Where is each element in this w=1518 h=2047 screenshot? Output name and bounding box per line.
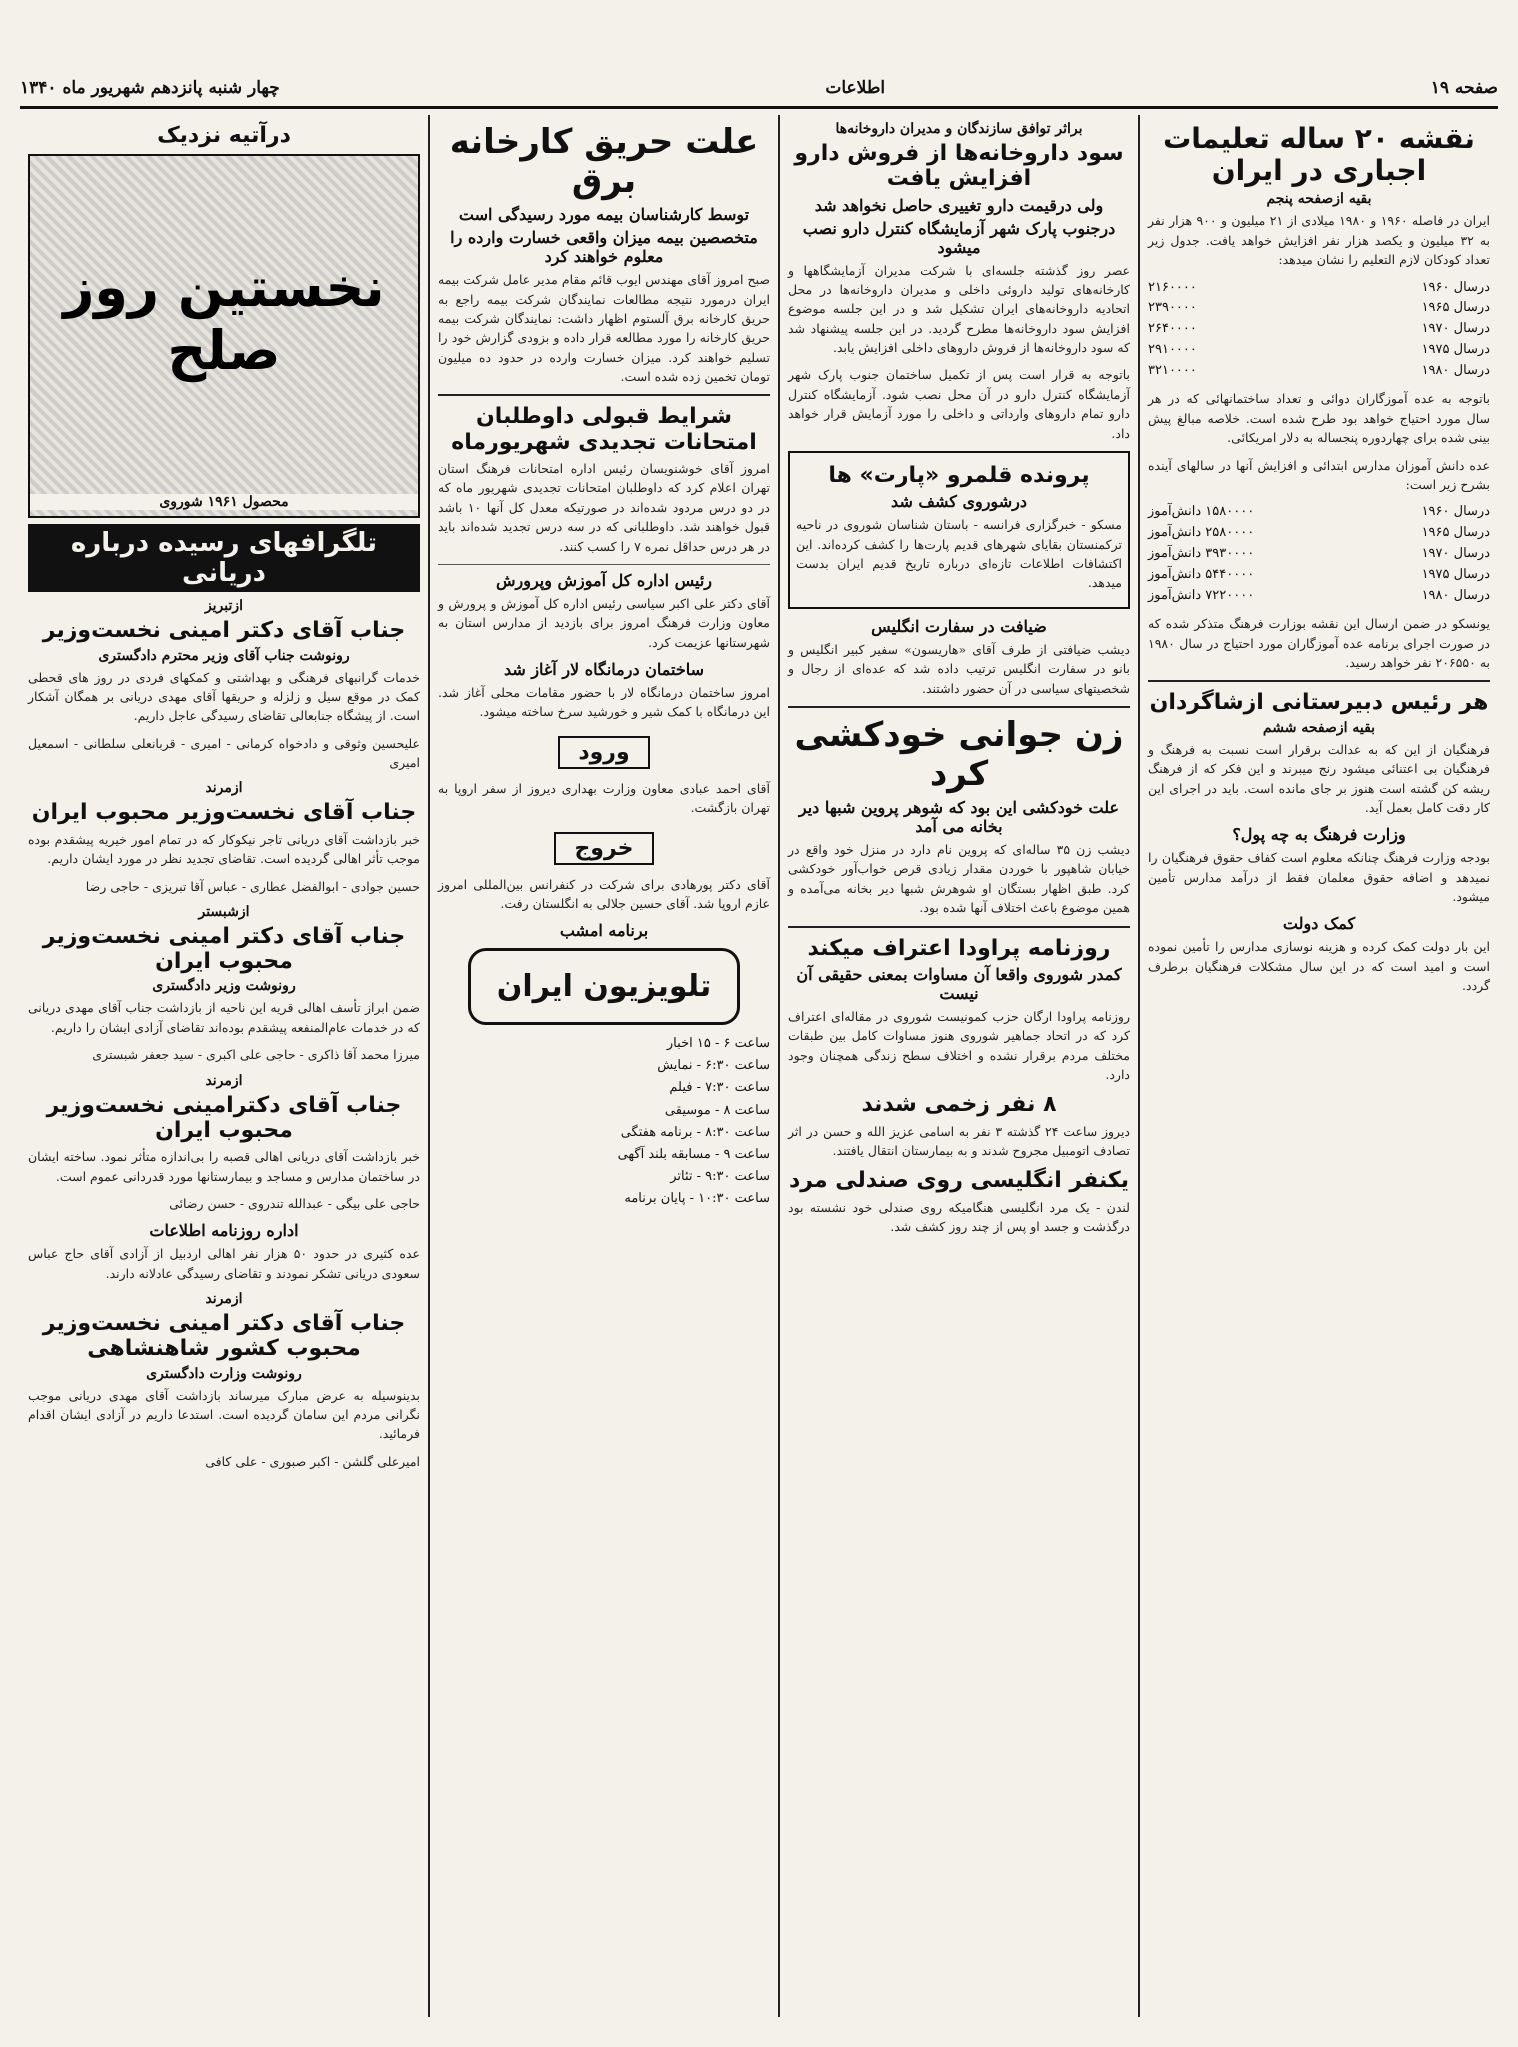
stat-row: درسال ۱۹۶۰ ۲۱۶۰۰۰۰ [1148,279,1490,295]
continued-label-2: بقیه ازصفحه ششم [1262,719,1376,736]
masthead [20,70,1498,109]
program-title: برنامه امشب [559,921,649,941]
education-chief-body: آقای دکتر علی اکبر سیاسی رئیس اداره کل آموزش و پرورش و معاون وزارت فرهنگ امروز برای بازدید از مدارس استان به شهرستانها عزیمت کرد. [438,595,770,650]
pharmacy-kicker: براثر توافق سازندگان و مدیران داروخانه‌ها [835,121,1083,137]
tv-name: تلویزیون ایران [496,969,712,1005]
telegram-cc: رونوشت جناب آقای وزیر محترم دادگستری [98,647,350,664]
stat-row: درسال ۱۹۷۰ ۳۹۳۰۰۰۰ دانش‌آموز [1148,545,1490,561]
education-para-4: یونسکو در ضمن ارسال این نقشه بوزارت فرهنگ متذکر شده که در صورت اجرای برنامه عده آموزگاران مورد احتیاج در سال ۱۹۸۰ به ۲۰۶۵۵۰ نفر خواهد رسید. [1148,616,1490,671]
stat-row: درسال ۱۹۷۰ ۲۶۴۰۰۰۰ [1148,321,1490,337]
program-item: ساعت ۸:۳۰ - برنامه هفتگی [620,1124,770,1140]
departures-label: خروج [554,832,653,865]
suicide-body: دیشب زن ۳۵ ساله‌ای که پروین نام دارد در منزل خود واقع در خیابان شاهپور با خوردن مقدار زیادی قرص خواب‌آور خودکشی کرد. طبق اظهار بستگان او شوهرش شبها دیر بخانه می‌آمده و همین موضوع باعث اختلاف آنها شده بود. [788,842,1130,916]
column-education [1138,115,1498,2017]
program-item: ساعت ۸ - موسیقی [664,1102,770,1118]
telegram-signers: امیرعلی گلشن - اکبر صبوری - علی کافی [205,1453,420,1469]
suicide-sub: علت خودکشی این بود که شوهر پروین شبها دیر بخانه می آمد [798,798,1120,837]
telegram-heading: جناب آقای نخست‌وزیر محبوب ایران [31,800,417,826]
subhead-budget: وزارت فرهنگ به چه پول؟ [1232,825,1406,845]
telegram-city: ازتبریز [204,598,244,615]
telegrams-section-title: تلگرافهای رسیده درباره دریانی [28,524,420,592]
telegram-body: بدینوسیله به عرض مبارک میرساند بازداشت آقای مهدی دریانی موجب نگرانی مردم این سامان گردیده است. استدعا داریم در آزادی ایشان اقدام فرمائید. [28,1387,420,1442]
principal-para-3: این بار دولت کمک کرده و هزینه نوسازی مدارس را تأمین نموده است و امید است که در این سال مشکلات فرهنگیان برطرف گردد. [1148,939,1490,994]
pharmacy-body-2: باتوجه به قرار است پس از تکمیل ساختمان جنوب پارک شهر آزمایشگاه کنترل دارو در آن محل نصب شود. آزمایشگاه کنترل دارو تمام داروهای وارداتی و داخلی را مورد آزمایش قرار خواهد داد. [788,367,1130,441]
program-item: ساعت ۶ - ۱۵ اخبار [666,1036,770,1052]
telegram-city: ازمرند [205,1072,243,1089]
stat-row: درسال ۱۹۶۰ ۱۵۸۰۰۰۰ دانش‌آموز [1148,504,1490,520]
film-title: نخستین روز صلح [63,256,385,383]
issue-date: چهار شنبه پانزدهم شهریور ماه ۱۳۴۰ [20,78,280,98]
parthians-headline: پرونده قلمرو «پارت» ها [828,462,1090,488]
telegram-body: خبر بازداشت آقای دریانی تاجر نیکوکار که در تمام امور خیریه پیشقدم بوده موجب تأثر اهالی گردیده است. تقاضای تجدید نظر در مورد ایشان داریم. [28,831,420,867]
telegram-body: خبر بازداشت آقای دریانی اهالی قصبه را بی‌اندازه متأثر نمود. ساخته ایشان در ساختمان مدارس و مساجد و بیمارستانها مورد قدردانی عموم است. [28,1149,420,1184]
principal-para-1: فرهنگیان از این که به عدالت برقرار است نسبت به فرهنگ و فرهنگیان بی اعتنائی میشود رنج میبرند و این فکر که از فرهنگ ریشه کن گشته است هنوز بر جای مانده است. باید در اجرای این کار دقت کامل بعمل آید. [1148,741,1490,815]
telegram-body: خدمات گرانبهای فرهنگی و بهداشتی و کمکهای فردی در روز های قحطی کمک در موقع سیل و زلزله و حریقها آقای مهدی دریانی بر همگان آشکار است. از پیشگاه جنابعالی تقاضای رسیدگی عاجل داریم. [28,669,420,724]
fire-sub-1: توسط کارشناسان بیمه مورد رسیدگی است [458,205,750,225]
telegram-signers: علیحسین وثوقی و دادخواه کرمانی - امیری - قربانعلی سلطانی - اسمعیل امیری [28,735,420,771]
program-item: ساعت ۶:۳۰ - نمایش [657,1058,770,1074]
telegram-heading: جناب آقای دکتر امینی نخست‌وزیر محبوب ایران [42,923,406,975]
subhead-government-aid: کمک دولت [1282,914,1356,934]
pharmacy-headline: سود داروخانه‌ها از فروش دارو افزایش یافت [794,141,1124,192]
paper-name: اطلاعات [825,78,886,98]
arrivals-body: آقای احمد عبادی معاون وزارت بهداری دیروز از سفر اروپا به تهران بازگشت. [438,780,770,816]
divider [438,394,770,396]
program-list [438,1033,770,1210]
telegram-heading: جناب آقای دکترامینی نخست‌وزیر محبوب ایران [46,1092,402,1143]
education-para-3: عده دانش آموزان مدارس ابتدائی و افزایش آنها در سالهای آینده بشرح زیر است: [1148,457,1490,492]
telegram-body: ضمن ابراز تأسف اهالی قریه این ناحیه از بازداشت جناب آقای مهدی دریانی که در خدمات عام‌المنفعه پیشقدم بوده‌اند تقاضای آزادی ایشان را داریم. [28,1000,420,1035]
departures-body: آقای دکتر پورهادی برای شرکت در کنفرانس بین‌المللی امروز عازم اروپا شد. آقای حسین جلالی به انگلستان رفت. [438,876,770,911]
stat-row: درسال ۱۹۶۵ ۲۵۸۰۰۰۰ دانش‌آموز [1148,525,1490,541]
telegram-signers: حاجی علی بیگی - عبدالله تندروی - حسن رضائی [169,1195,420,1211]
exam-body: امروز آقای خوشنویسان رئیس اداره امتحانات فرهنگ استان تهران اعلام کرد که داوطلبان امتحانات تجدیدی شهریور ماه که در دو درس مردود شده‌اند در صورتیکه معدل کل آنها ۱۰ باشد قبول خواهند شد. داوطلبانی که در سه درس تجدید شده‌اند باید در هر درس حداقل نمره ۷ را کسب کنند. [438,461,770,554]
divider [788,706,1130,708]
pravda-headline: روزنامه پراودا اعتراف میکند [807,935,1111,961]
principal-headline: هر رئیس دبیرستانی ازشاگردان [1149,690,1489,716]
arrivals-label: ورود [558,736,649,769]
pravda-sub: کمدر شوروی واقعا آن مساوات بمعنی حقیقی آن نیست [796,964,1122,1003]
pharmacy-sub-2: درجنوب پارک شهر آزمایشگاه کنترل دارو نصب میشود [802,218,1116,257]
principal-para-2: بودجه وزارت فرهنگ چنانکه معلوم است کفاف حقوق فرهنگیان را نمیدهد و اضافه حقوق معلمان فقط از درآمد مدارس تأمین میشود. [1148,850,1490,905]
telegram-city: ازشبستر [198,903,250,920]
stat-row: درسال ۱۹۶۵ ۲۳۹۰۰۰۰ [1148,300,1490,316]
tv-logo-box [468,948,740,1025]
stat-row: درسال ۱۹۸۰ ۷۲۲۰۰۰۰ دانش‌آموز [1148,587,1490,603]
parthians-body: مسکو - خبرگزاری فرانسه - باستان شناسان شوروی در ناحیه ترکمنستان بقایای شهرهای قدیم پارت‌ها را کشف کرده‌اند. این اکتشافات اطلاعات تازه‌ای درباره تاریخ قدیم ایران بدست میدهد. [796,517,1122,591]
telegram-signers: میرزا محمد آقا ذاکری - حاجی علی اکبری - سید جعفر شبستری [92,1047,420,1063]
education-intro: ایران در فاصله ۱۹۶۰ و ۱۹۸۰ میلادی از ۲۱ میلیون و ۹۰۰ هزار نفر به ۳۲ میلیون و یکصد هزار نفر افزایش خواهد یافت. جدول زیر تعداد کودکان لازم التعلیم را نشان میدهد: [1148,213,1491,268]
parthians-sub: درشوروی کشف شد [891,492,1027,512]
population-stats [1148,278,1490,382]
telegram-cc: رونوشت وزارت دادگستری [146,1365,302,1382]
fire-sub-2: متخصصین بیمه میزان واقعی خسارت وارده را معلوم خواهند کرد [450,228,758,267]
program-item: ساعت ۷:۳۰ - فیلم [669,1080,770,1096]
pharmacy-body-1: عصر روز گذشته جلسه‌ای با شرکت مدیران آزمایشگاهها و کارخانه‌های تولید داروئی داخلی و مدیران داروخانه‌ها در محل اتحادیه داروخانه‌های ایران تشکیل شد و در این جلسه موضوع افزایش سود داروخانه‌ها مطرح گردید. در این جلسه پیشنهاد شد که سود داروخانه‌ها از فروش داروهای داخلی افزایش یابد. [788,262,1130,356]
suicide-headline: زن جوانی خودکشی کرد [794,714,1124,794]
education-chief-headline: رئیس اداره کل آموزش وپرورش [495,570,713,590]
upcoming-headline: درآتیه نزدیک [157,123,291,148]
telegram-city: ازمرند [205,1291,243,1308]
telegram-signers: حسین جوادی - ابوالفضل عطاری - عباس آقا تبریزی - حاجی رضا [85,878,420,894]
embassy-body: دیشب ضیافتی از طرف آقای «هاریسون» سفیر کبیر انگلیس و بانو در سفارت انگلیس ترتیب داده شد که عده‌ای از رجال و شخصیتهای سیاسی در آن حضور داشتند. [788,641,1130,696]
embassy-headline: ضیافت در سفارت انگلیس [871,616,1047,636]
stat-row: درسال ۱۹۷۵ ۵۴۴۰۰۰۰ دانش‌آموز [1148,566,1490,582]
film-caption: محصول ۱۹۶۱ شوروی [30,494,418,510]
education-headline: نقشه ۲۰ ساله تعلیمات اجباری در ایران [1163,122,1475,188]
clinic-headline: ساختمان درمانگاه لار آغاز شد [503,660,705,680]
fire-body: صبح امروز آقای مهندس ایوب قائم مقام مدیر عامل شرکت بیمه ایران درمورد نتیجه مطالعات نمایندگان شرکت بیمه راجع به حریق کارخانه برق آلستوم اظهار داشت: نمایندگان شرکت بیمه حریق کارخانه را مورد مطالعه قرار داده و بزودی گزارش خود را تسلیم خواهند کرد. میزان خسارت وارده در حدود ده میلیون تومان تخمین زده شده است. [438,272,770,385]
exam-headline: شرایط قبولی داوطلبان امتحانات تجدیدی شهریورماه [451,404,757,455]
program-item: ساعت ۱۰:۳۰ - پایان برنامه [624,1190,770,1206]
newspaper-office-body: عده کثیری در حدود ۵۰ هزار نفر اهالی اردبیل از آزادی آقای حاج عباس سعودی دریانی تشکر نمودند و تقاضای رسیدگی عادلانه دارند. [28,1246,420,1281]
divider [1148,680,1490,682]
column-pharmacy [778,115,1138,2017]
pravda-body: روزنامه پراودا ارگان حزب کمونیست شوروی در مقاله‌ای اعتراف کرد که در اتحاد جماهیر شوروی هنوز مساوات کامل بین طبقات مختلف مردم برقرار نشده و اختلاف سطح زندگی همچنان وجود دارد. [788,1008,1130,1082]
divider [438,564,770,565]
parthians-box [788,451,1130,609]
column-telegrams [20,115,428,2017]
divider [788,926,1130,928]
program-item: ساعت ۹ - مسابقه بلند آگهی [617,1146,770,1162]
column-fire [428,115,778,2017]
student-stats [1148,502,1490,606]
stat-row: درسال ۱۹۸۰ ۳۲۱۰۰۰۰ [1148,362,1490,378]
pharmacy-sub-1: ولی درقیمت دارو تغییری حاصل نخواهد شد [814,195,1104,215]
continued-label: بقیه ازصفحه پنجم [1266,191,1372,208]
telegram-heading: جناب آقای دکتر امینی نخست‌وزیر محبوب کشور شاهنشاهی [42,1311,406,1362]
telegram-cc: رونوشت وزیر دادگستری [152,978,296,995]
injured-headline: ۸ نفر زخمی شدند [861,1092,1057,1118]
program-item: ساعت ۹:۳۰ - تئاتر [670,1168,770,1184]
fire-headline: علت حریق کارخانه برق [449,122,759,202]
englishman-headline: یکنفر انگلیسی روی صندلی مرد [789,1168,1129,1194]
newspaper-office-heading: اداره روزنامه اطلاعات [149,1221,299,1241]
film-advert-photo [28,154,420,518]
clinic-body: امروز ساختمان درمانگاه لار با حضور مقامات محلی آغاز شد. این درمانگاه با کمک شیر و خورشید سرخ ساخته میشود. [438,685,770,720]
education-para-2: باتوجه به عده آموزگاران دوائی و تعداد ساختمانهائی که در هر سال مورد احتیاج خواهد بود طرح شده است. خلاصه مبالغ پیش بینی شده برای چهاردوره پنجساله به دلار امریکائی. [1148,391,1490,446]
stat-row: درسال ۱۹۷۵ ۲۹۱۰۰۰۰ [1148,341,1490,357]
telegram-heading: جناب آقای دکتر امینی نخست‌وزیر [42,618,406,644]
injured-body: دیروز ساعت ۲۴ گذشته ۳ نفر به اسامی عزیز الله و حسن در اثر تصادف اتومبیل مجروح شدند و به بیمارستان انتقال یافتند. [788,1123,1130,1159]
page-number: صفحه ۱۹ [1430,78,1498,98]
telegram-city: ازمرند [205,780,243,797]
englishman-body: لندن - یک مرد انگلیسی هنگامیکه روی صندلی خود نشسته بود درگذشت و جسد او پس از چند روز کشف شد. [788,1199,1130,1235]
